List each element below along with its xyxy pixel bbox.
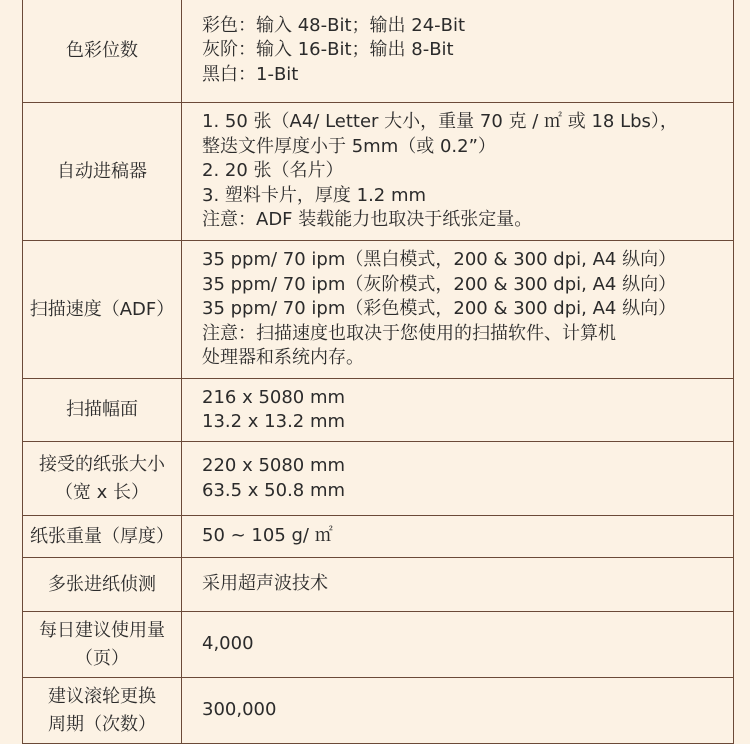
spec-value-cell xyxy=(182,103,734,241)
spec-value-cell xyxy=(182,678,734,744)
spec-value-line: 35 ppm/ 70 ipm（灰阶模式，200 & 300 dpi, A4 纵向） xyxy=(202,273,677,295)
spec-row-roller-life xyxy=(23,678,734,744)
spec-value-cell xyxy=(182,379,734,442)
spec-row-paper-weight xyxy=(23,516,734,558)
spec-row-daily-duty xyxy=(23,612,734,678)
spec-label: 周期（次数） xyxy=(48,713,156,735)
spec-label: 接受的纸张大小 xyxy=(39,453,165,475)
spec-value-line: 1. 50 张（A4/ Letter 大小，重量 70 克 / ㎡ 或 18 Lbs）， xyxy=(202,111,678,133)
spec-value-cell xyxy=(182,612,734,678)
spec-value-line: 3. 塑料卡片，厚度 1.2 mm xyxy=(202,184,427,206)
spec-label: （宽 x 长） xyxy=(54,481,150,503)
spec-value-line: 50 ~ 105 g/ ㎡ xyxy=(202,525,333,547)
spec-value-line: 4,000 xyxy=(202,633,254,655)
spec-row-paper-size xyxy=(23,442,734,516)
spec-value-line: 220 x 5080 mm xyxy=(202,455,346,476)
spec-value-line: 13.2 x 13.2 mm xyxy=(202,411,346,432)
spec-label: 色彩位数 xyxy=(66,39,138,61)
spec-row-scan-speed xyxy=(23,241,734,379)
spec-row-multifeed xyxy=(23,558,734,612)
spec-label-cell xyxy=(23,103,182,241)
spec-value-cell xyxy=(182,241,734,379)
spec-value-line: 2. 20 张（名片） xyxy=(202,160,344,182)
spec-label: 每日建议使用量 xyxy=(39,619,165,641)
spec-table xyxy=(22,0,734,744)
spec-value-cell xyxy=(182,442,734,516)
spec-value-line: 216 x 5080 mm xyxy=(202,386,346,408)
spec-label: 建议滚轮更换 xyxy=(48,685,156,707)
spec-value-line: 处理器和系统内存。 xyxy=(202,347,364,369)
spec-label-cell xyxy=(23,612,182,678)
spec-value-line: 灰阶：输入 16-Bit；输出 8-Bit xyxy=(202,39,454,61)
spec-value-line: 35 ppm/ 70 ipm（彩色模式，200 & 300 dpi, A4 纵向） xyxy=(202,298,677,320)
spec-row-scan-area xyxy=(23,379,734,442)
spec-label: （页） xyxy=(75,647,129,669)
spec-label: 纸张重量（厚度） xyxy=(30,525,174,547)
spec-value-line: 35 ppm/ 70 ipm（黑白模式，200 & 300 dpi, A4 纵向） xyxy=(202,249,677,271)
spec-value-line: 注意：ADF 装载能力也取决于纸张定量。 xyxy=(202,209,533,231)
spec-label-cell xyxy=(23,516,182,558)
spec-label: 自动进稿器 xyxy=(57,160,147,182)
spec-value-line: 注意：扫描速度也取决于您使用的扫描软件、计算机 xyxy=(202,322,616,344)
spec-label: 多张进纸侦测 xyxy=(48,573,156,595)
spec-row-color-depth xyxy=(23,0,734,103)
spec-value-line: 彩色：输入 48-Bit；输出 24-Bit xyxy=(202,14,466,36)
spec-label-cell xyxy=(23,379,182,442)
spec-label-cell xyxy=(23,241,182,379)
spec-table-body xyxy=(23,0,734,744)
spec-value-line: 63.5 x 50.8 mm xyxy=(202,479,346,501)
spec-label-cell xyxy=(23,558,182,612)
spec-value-line: 黑白：1-Bit xyxy=(202,63,299,85)
spec-label: 扫描速度（ADF） xyxy=(29,298,175,320)
spec-value-cell xyxy=(182,516,734,558)
spec-value-line: 300,000 xyxy=(202,699,277,721)
spec-label-cell xyxy=(23,0,182,103)
spec-label-cell xyxy=(23,678,182,744)
spec-value-line: 整迭文件厚度小于 5mm（或 0.2”） xyxy=(202,135,496,157)
spec-row-adf xyxy=(23,103,734,241)
spec-label: 扫描幅面 xyxy=(66,399,138,420)
spec-value-cell xyxy=(182,0,734,103)
spec-value-cell xyxy=(182,558,734,612)
spec-label-cell xyxy=(23,442,182,516)
spec-value-line: 采用超声波技术 xyxy=(202,573,328,595)
